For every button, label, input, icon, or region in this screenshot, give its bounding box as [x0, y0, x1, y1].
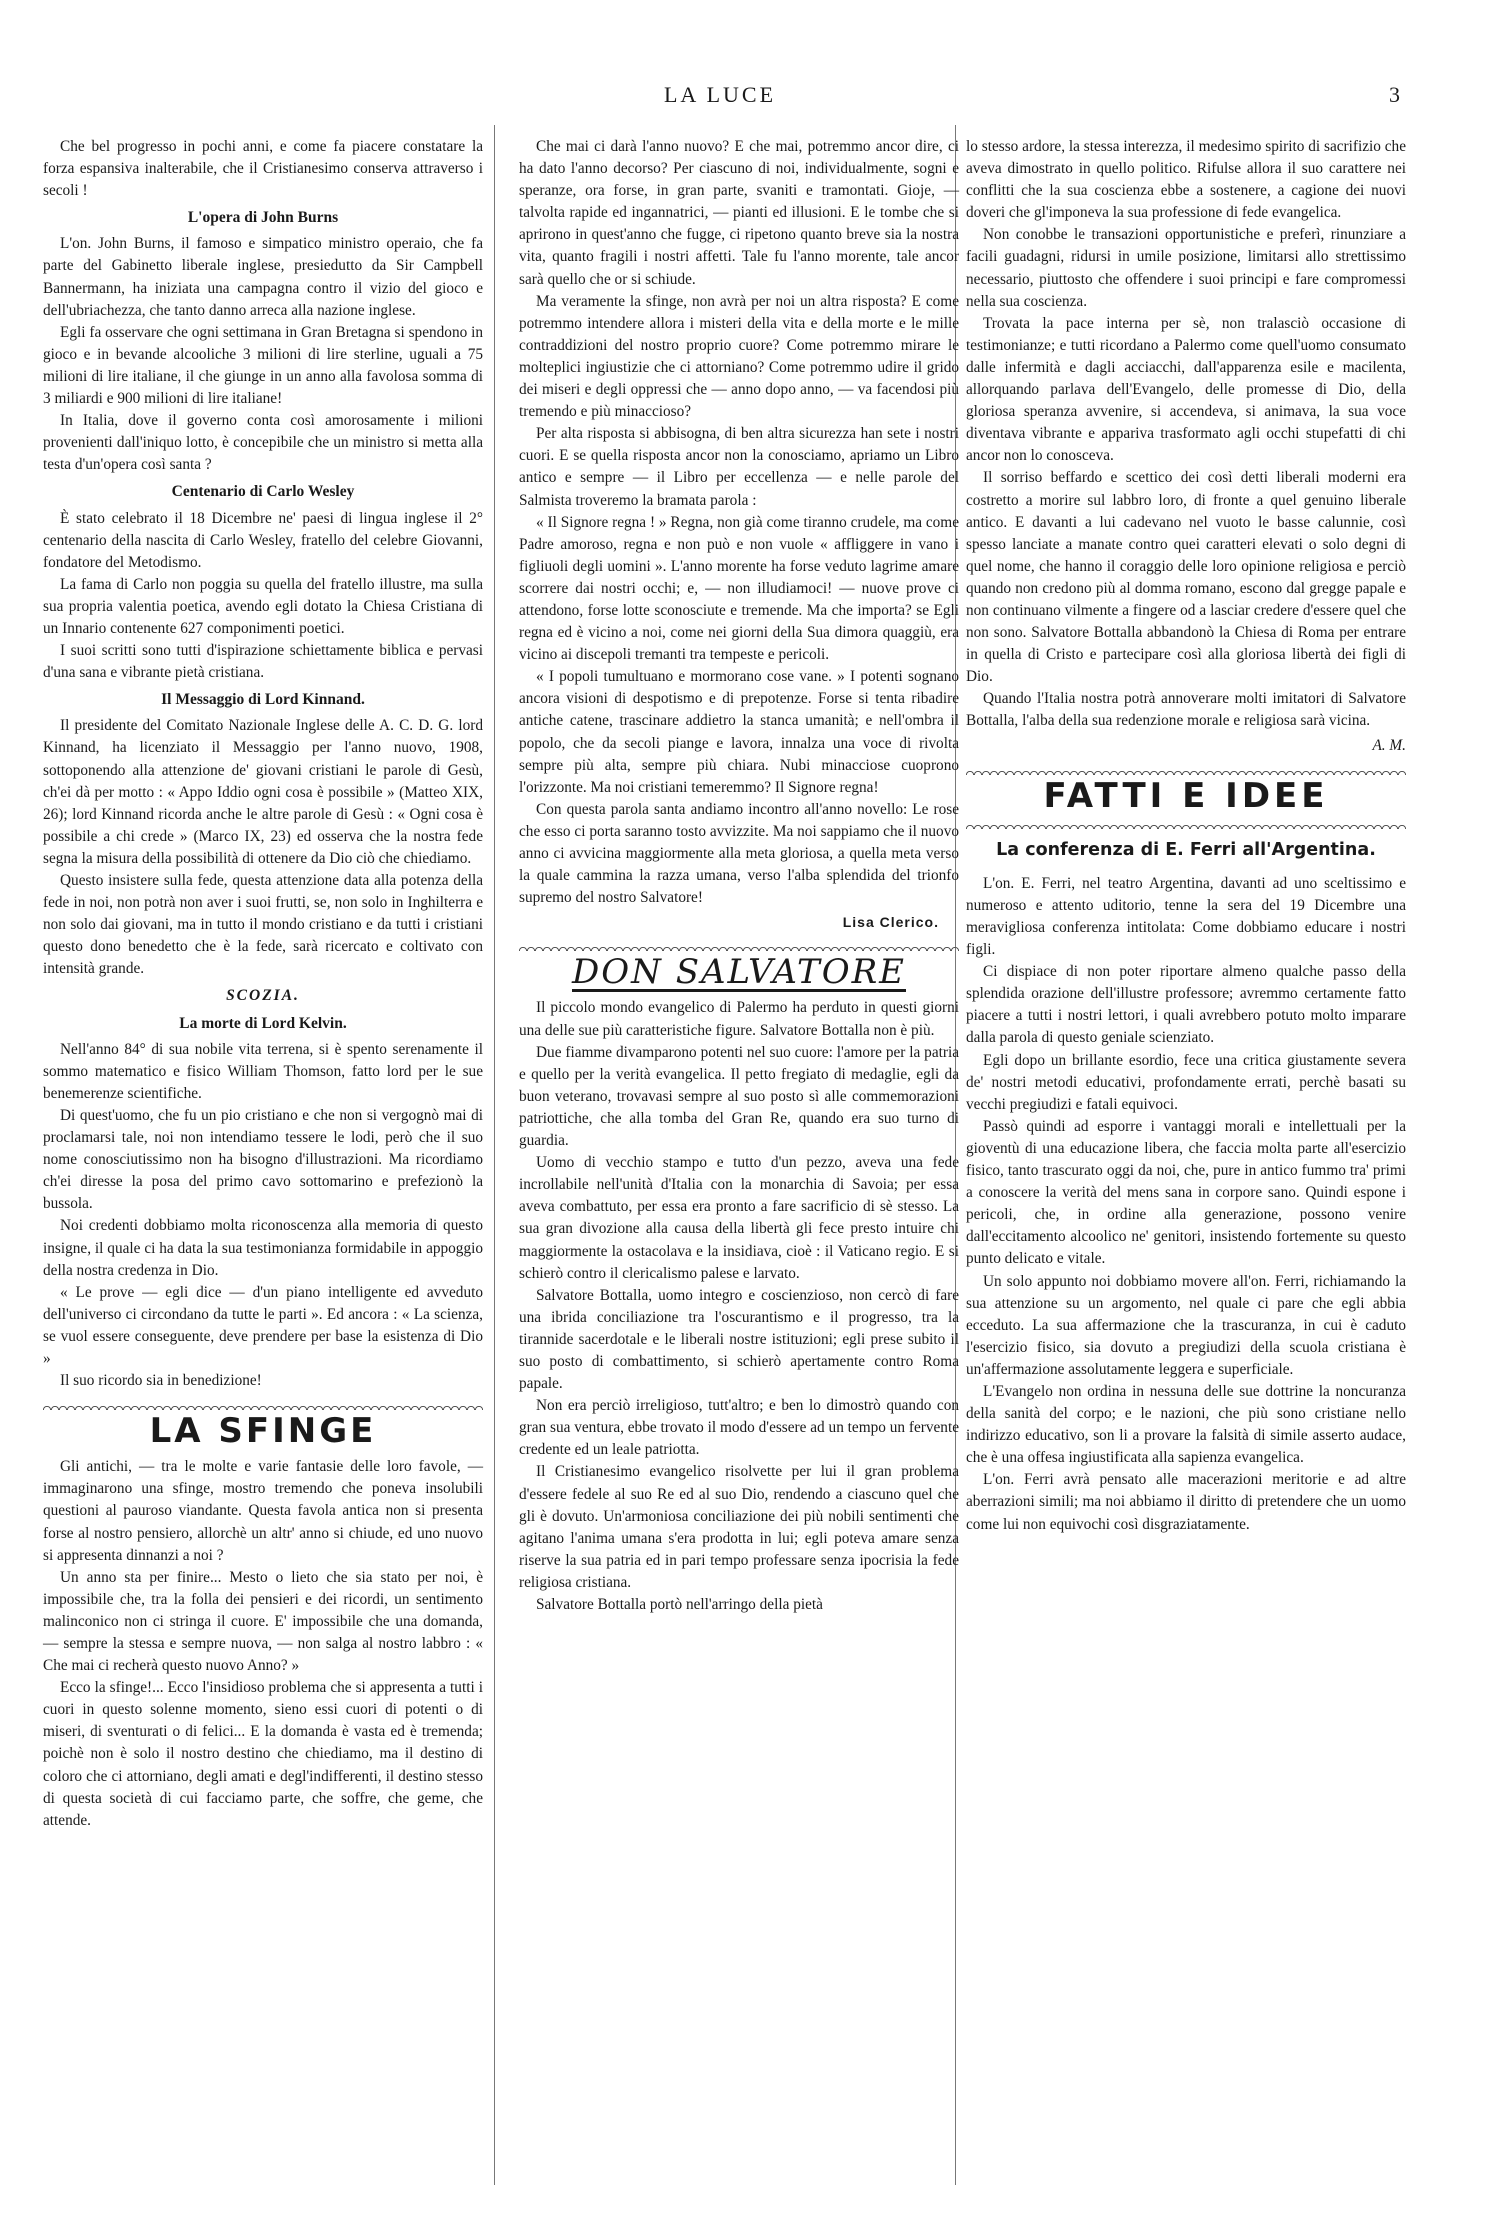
author-signature: Lisa Clerico. — [842, 914, 939, 931]
paragraph: Ecco la sfinge!... Ecco l'insidioso problema che si appresenta a tutti i cuori in questo solenne momento, sieno essi cuori di potenti o di miseri, di sventurati o di felici... E la domanda è vasta ed è tremenda; poichè non è solo il nostro destino che chiediamo, ma il destino di coloro che ci attorniano, degli amati e degl'indifferenti, il destino stesso di questa società di cui facciamo parte, che soffre, che geme, che attende. — [43, 1679, 483, 1829]
column-middle — [519, 136, 959, 1616]
article-heading: La morte di Lord Kelvin. — [179, 1014, 347, 1032]
paragraph: È stato celebrato il 18 Dicembre ne' paesi di lingua inglese il 2° centenario della nascita di Carlo Wesley, fratello del celebre Giovanni, fondatore del Metodismo. — [43, 509, 483, 571]
paragraph: Due fiamme divamparono potenti nel suo cuore: l'amore per la patria e quello per la verità evangelica. Il petto fregiato di medaglie, egli da buon veterano, trovavasi sempre al suo posto sì alle commemorazioni patriottiche, che alla tomba del Gran Re, quando era suo turno di guardia. — [519, 1043, 959, 1150]
page-number: 3 — [1389, 82, 1400, 107]
paragraph: I suoi scritti sono tutti d'ispirazione schiettamente biblica e pervasi d'una sana e vibrante pietà cristiana. — [43, 642, 483, 682]
paragraph: Ci dispiace di non poter riportare almeno qualche passo della splendida orazione dell'illustre professore; avremmo certamente fatto piacere a tutti i nostri lettori, i quali avrebbero potuto molto imparare dalla parola di questo geniale scienziato. — [966, 963, 1406, 1047]
masthead — [40, 82, 1400, 112]
article-heading: La conferenza di E. Ferri all'Argentina. — [996, 839, 1376, 860]
wavy-divider — [519, 943, 959, 951]
paragraph: lo stesso ardore, la stessa interezza, il medesimo spirito di sacrifizio che aveva dimostrato in quello politico. Rifulse allora il suo carattere nei conflitti che la sua coscienza ebbe a sostenere, a cagione dei nuovi doveri che gl'imponeva la sua professione di fede evangelica. — [966, 138, 1406, 222]
paragraph: Per alta risposta si abbisogna, di ben altra sicurezza han sete i nostri cuori. E se quella risposta ancor non la conosciamo, apriamo un Libro antico e sempre — il Libro per eccellenza — e nelle parole del Salmista troveremo la bramata parola : — [519, 425, 959, 509]
paragraph: Non era perciò irreligioso, tutt'altro; e ben lo dimostrò quando con gran sua ventura, ebbe trovato il modo d'essere ad un tempo un fervente credente ed un leale patriotta. — [519, 1397, 959, 1459]
paragraph: Salvatore Bottalla portò nell'arringo della pietà — [536, 1596, 823, 1613]
paragraph: Il Cristianesimo evangelico risolvette per lui il gran problema d'essere fedele al suo Re ed al suo Dio, rendendo a ciascuno quel che gli è dovuto. Un'armoniosa conciliazione dei più nobili sentimenti che agitano l'anima umana s'era prodotta in lui; egli poteva amare senza riserve la sua patria ed in pari tempo professare senza ipocrisia la fede religiosa cristiana. — [519, 1463, 959, 1591]
paragraph: Passò quindi ad esporre i vantaggi morali e intellettuali per la gioventù di una educazione libera, che faccia molta parte all'esercizio fisico, tanto trascurato oggi da noi, che, pure in antico fummo tra' primi a conoscere la verità del mens sana in corpore sano. Quindi espone i pericoli, che, in ordine alla generazione, possono venire dall'eccitamento alcoolico ne' genitori, insistendo fortemente su questo punto delicato e vitale. — [966, 1117, 1406, 1268]
paragraph: L'on. E. Ferri, nel teatro Argentina, davanti ad uno sceltissimo e numeroso e attento uditorio, tenne la sera del 19 Dicembre una meravigliosa conferenza intitolata: Come dobbiamo educare i nostri figli. — [966, 874, 1406, 959]
paragraph: La fama di Carlo non poggia su quella del fratello illustre, ma sulla sua propria valentia poetica, avendo egli dotato la Chiesa Cristiana di un Innario contenente 627 componimenti poetici. — [43, 575, 483, 637]
paragraph: L'on. Ferri avrà pensato alle macerazioni meritorie e ad altre aberrazioni simili; ma noi abbiamo il diritto di pretendere che un uomo come lui non equivochi così disgraziatamente. — [966, 1471, 1406, 1533]
column-left — [43, 136, 483, 1832]
paragraph: Di quest'uomo, che fu un pio cristiano e che non si vergognò mai di proclamarsi tale, noi non intendiamo tessere le lodi, però che il suo nome conosciutissimo non ha bisogno d'illustrazioni. Ma ricordiamo ch'ei diresse la posa del primo cavo sottomarino e prefezionò la bussola. — [43, 1106, 483, 1213]
paragraph: Il piccolo mondo evangelico di Palermo ha perduto in questi giorni una delle sue più caratteristiche figure. Salvatore Bottalla non è più. — [519, 999, 959, 1039]
wavy-divider — [966, 821, 1406, 829]
paragraph: L'on. John Burns, il famoso e simpatico ministro operaio, che fa parte del Gabinetto liberale inglese, presiedutto da Sir Campbell Bannermann, ha iniziata una campagna contro il vizio del gioco e dell'ubriachezza, che tanto danno arreca alla nazione inglese. — [43, 235, 483, 319]
paragraph: Noi credenti dobbiamo molta riconoscenza alla memoria di questo insigne, il quale ci ha data la sua testimonianza formidabile in appoggio della nostra credenza in Dio. — [43, 1217, 483, 1279]
paragraph: Che mai ci darà l'anno nuovo? E che mai, potremmo ancor dire, ci ha dato l'anno decorso? Per ciascuno di noi, individualmente, sogni e speranze, ora forse, in gran parte, svaniti e tramontati. Gioje, — talvolta rapide ed ingannatrici, — pianti ed illusioni. E le tombe che si aprirono in quest'anno che fugge, ci ripetono quanto breve sia la nostra vita, quanto fragili i nostri affetti. Tale fu l'anno morente, tale ancor sarà quello che or si schiude. — [519, 138, 959, 288]
paragraph: Ma veramente la sfinge, non avrà per noi un altra risposta? E come potremmo intendere allora i misteri della vita e della morte e le mille contraddizioni del nostro proprio cuore? Come potremmo mirare le molteplici ingiustizie che ci attorniano? Come potremmo udire il grido dei miseri e degli oppressi che — anno dopo anno, — va facendosi più tremendo e più minaccioso? — [519, 292, 959, 421]
author-signature: A. M. — [1372, 736, 1406, 754]
paragraph: Egli dopo un brillante esordio, fece una critica giustamente severa de' nostri metodi educativi, profondamente errati, perchè basati su vecchi pregiudizi e fatali equivoci. — [966, 1051, 1406, 1113]
column-right — [966, 136, 1406, 1536]
section-title-fatti-e-idee: FATTI E IDEE — [1043, 775, 1329, 816]
wavy-divider — [43, 1402, 483, 1410]
wavy-divider — [966, 767, 1406, 775]
paragraph: Quando l'Italia nostra potrà annoverare molti imitatori di Salvatore Bottalla, l'alba della sua redenzione morale e religiosa sarà vicina. — [966, 690, 1406, 730]
paragraph: Con questa parola santa andiamo incontro all'anno novello: Le rose che esso ci porta saranno tosto avvizzite. Ma noi sappiamo che il nuovo anno ci avvicina maggiormente alla meta gloriosa, a quella meta verso la quale cammina la razza umana, verso l'alba splendida del trionfo supremo del nostro Salvatore! — [519, 800, 959, 907]
paragraph: « Le prove — egli dice — d'un piano intelligente ed avveduto dell'universo ci circondano da tutte le parti ». Ed ancora : « La scienza, se vuol essere conseguente, deve prendere per base la esistenza di Dio » — [43, 1283, 483, 1367]
article-heading: L'opera di John Burns — [187, 209, 339, 227]
paragraph: L'Evangelo non ordina in nessuna delle sue dottrine la noncuranza della sanità del corpo; e le nazioni, che più sono cristiane nello indirizzo educativo, son li a provare la falsità di simile asserto audace, che è una offesa ingiustificata alla sapienza evangelica. — [966, 1382, 1406, 1467]
section-title-sfinge: LA SFINGE — [149, 1411, 377, 1452]
paragraph: Uomo di vecchio stampo e tutto d'un pezzo, aveva una fede incrollabile nell'unità d'Italia con la monarchia di Savoia; per essa aveva combattuto, per essa era pronto a fare sacrificio di sè stesso. La sua gran divozione alla causa della libertà gli fece presto intuire chi maggiormente la ostacolava e la insidiava, cioè : il Vaticano regio. E si schierò contro il clericalismo palese e larvato. — [519, 1154, 959, 1282]
paragraph: Gli antichi, — tra le molte e varie fantasie delle loro favole, — immaginarono una sfinge, mostro tremendo che poneva insolubili questioni al pauroso viandante. Questa favola antica non si presenta forse al nostro pensiero, allorchè un altr' anno si chiude, ed uno nuovo si appresenta dinnanzi a noi ? — [43, 1458, 483, 1564]
paragraph: Un anno sta per finire... Mesto o lieto che sia stato per noi, è impossibile che, tra la folla dei pensieri e dei ricordi, un sentimento malinconico non ci stringa il cuore. E' impossibile che una domanda, — sempre la stessa e sempre nuova, — non salga al nostro labbro : « Che mai ci recherà questo nuovo Anno? » — [43, 1568, 483, 1675]
paragraph: « Il Signore regna ! » Regna, non già come tiranno crudele, ma come Padre amoroso, regna e non può e non vuole « affliggere in vano i figliuoli degli uomini ». L'anno morente ha forse veduto lagrime amare scorrere dai nostri occhi; e, — non illudiamoci! — nuove prove ci attendono, forse lotte sconosciute e tremende. Ma che importa? se Egli regna ed è vicino a noi, come nei giorni della Sua dimora quaggiù, era vicino ai discepoli tremanti tra tempeste e pericoli. — [519, 513, 959, 664]
paragraph: Un solo appunto noi dobbiamo movere all'on. Ferri, richiamando la sua attenzione su un argomento, nel quale ci pare che egli abbia ecceduto. La sua affermazione che la trascuranza, in cui è caduto l'esercizio fisico, sia dovuto a pregiudizi della scuola cristiana è un'affermazione assolutamente leggera e superficiale. — [966, 1272, 1406, 1378]
paragraph: Egli fa osservare che ogni settimana in Gran Bretagna si spendono in gioco e in bevande alcooliche 3 milioni di lire sterline, uguali a 75 milioni di lire italiane, il che giunge in un anno alla favolosa somma di 3 miliardi e 900 milioni di lire italiane! — [43, 323, 483, 408]
column-divider — [494, 125, 495, 2185]
paragraph: Questo insistere sulla fede, questa attenzione data alla potenza della fede in noi, non potrà non aver i suoi frutti, se, non solo in Inghilterra e non solo dai giovani, ma in tutto il mondo cristiano e da tutti i cristiani questo dono benedetto che è la fede, sarà ricercato e coltivato con intensità grande. — [43, 872, 483, 978]
paragraph: « I popoli tumultuano e mormorano cose vane. » I potenti sognano ancora visioni di despotismo e di prepotenze. Forse si tenta ribadire antiche catene, trascinare addietro la stanca umanità; e nell'ombra il popolo, che da secoli piange e lavora, innalza una voce di rivolta sempre più alta, sempre più chiara. Nubi minacciose cuoprono l'orizzonte. Ma noi cristiani temeremmo? Il Signore regna! — [519, 668, 959, 796]
paragraph: Nell'anno 84° di sua nobile vita terrena, si è spento serenamente il sommo matematico e fisico William Thomson, fatto lord per le sue benemerenze scientifiche. — [43, 1040, 483, 1102]
section-title-don-salvatore: DON SALVATORE — [572, 952, 906, 993]
newspaper-title: LA LUCE — [663, 82, 777, 107]
paragraph: Il presidente del Comitato Nazionale Inglese delle A. C. D. G. lord Kinnand, ha licenziato il Messaggio per l'anno nuovo, 1908, sottoponendo alla attenzione de' giovani cristiani le parole di Gesù, ch'ei dà per motto : « Appo Iddio ogni cosa è possibile » (Matteo XIX, 26); lord Kinnand ricorda anche le altre parole di Gesù : « Ogni cosa è possibile a chi crede » (Marco IX, 23) ed osserva che la nostra fede segna la misura della possibilità di ottenere da Dio ciò che chiediamo. — [43, 717, 483, 867]
article-heading: Centenario di Carlo Wesley — [171, 483, 355, 501]
paragraph: Il sorriso beffardo e scettico dei così detti liberali moderni era costretto a morire sul labbro loro, di fronte a quel genuino liberale antico. E davanti a lui cadevano nel vuoto le basse calunnie, così spesso lanciate a manate contro quei caratteri elevati o solo degni di quel nome, che hanno il coraggio delle loro opinione religiosa e perciò quando non credono più al domma romano, escono dal gregge papale e non continuano vilmente a fingere od a lasciar credere d'essere quel che non sono. Salvatore Bottalla abbandonò la Chiesa di Roma per entrare in quella di Cristo e partecipare così alla gloriosa libertà dei figli di Dio. — [966, 469, 1406, 686]
paragraph: Che bel progresso in pochi anni, e come fa piacere constatare la forza espansiva inalterabile, che il Cristianesimo conserva attraverso i secoli ! — [43, 138, 483, 200]
paragraph: Trovata la pace interna per sè, non tralasciò occasione di testimonianze; e tutti ricordano a Palermo come quell'uomo consumato dalle infermità e dagli acciacchi, dall'apparenza esile e macilenta, allorquando parlava dell'Evangelo, delle promesse di Dio, della gloriosa speranza avvenire, si accendeva, si animava, la sua voce diventava vibrante e appariva trasformato agli occhi stupefatti di chi ancor non lo conosceva. — [966, 314, 1406, 465]
paragraph: Non conobbe le transazioni opportunistiche e preferì, rinunziare a facili guadagni, ridursi in umile posizione, limitarsi allo strettissimo necessario, piuttosto che offendere i suoi principi e fare compromessi nella sua coscienza. — [966, 226, 1406, 310]
article-heading: Il Messaggio di Lord Kinnand. — [161, 691, 365, 709]
country-heading: SCOZIA. — [226, 987, 300, 1005]
paragraph: Il suo ricordo sia in benedizione! — [60, 1372, 262, 1390]
paragraph: Salvatore Bottalla, uomo integro e coscienzioso, non cercò di fare una ibrida conciliazione tra l'oscurantismo e il progresso, tra la tirannide sacerdotale e le liberali nostre istituzioni; egli prese subito il suo posto di combattimento, si schierò apertamente contro Roma papale. — [519, 1286, 959, 1393]
paragraph: In Italia, dove il governo conta così amorosamente i milioni provenienti dall'iniquo lotto, è concepibile che un ministro si metta alla testa d'un'opera così santa ? — [43, 412, 483, 474]
